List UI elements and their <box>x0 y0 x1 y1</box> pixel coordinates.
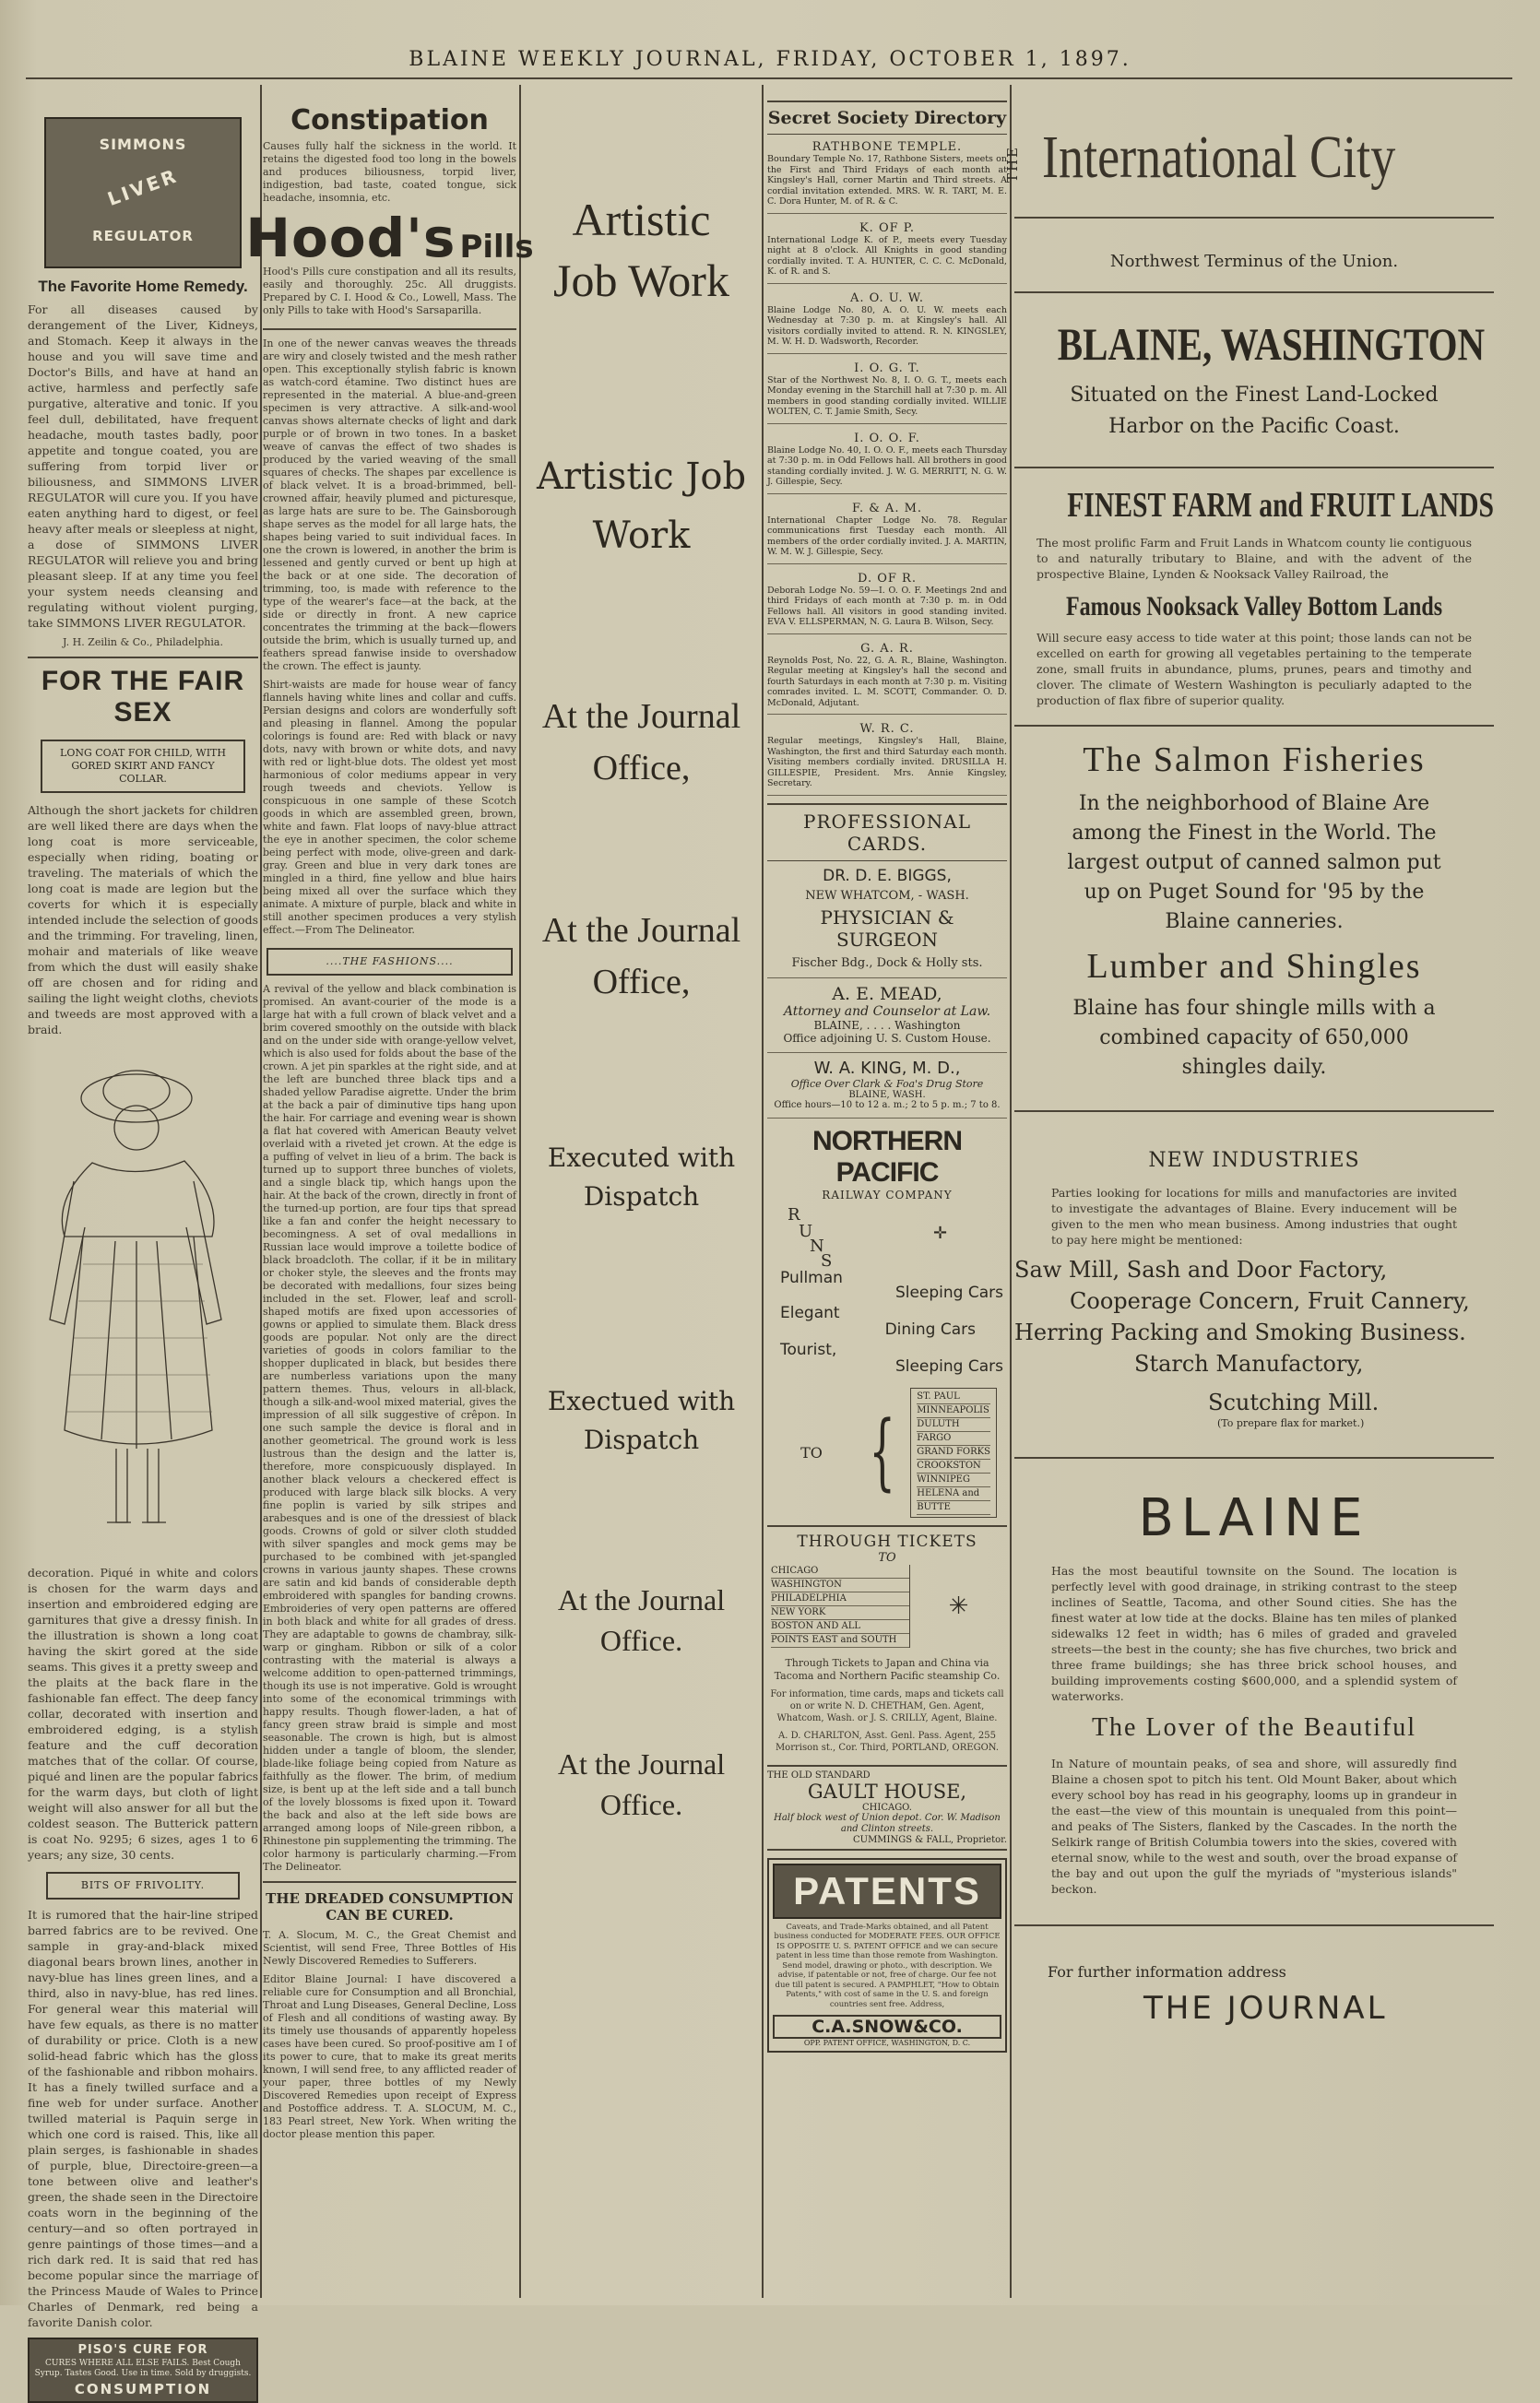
np-brace: { <box>869 1403 895 1500</box>
simmons-logo <box>44 117 242 268</box>
ticket-destination: PHILADELPHIA <box>771 1592 909 1606</box>
lover-title: The Lover of the Beautiful <box>1091 1713 1417 1742</box>
column-3 <box>524 88 759 2296</box>
king-name: W. A. KING, M. D., <box>813 1058 961 1078</box>
further: For further information address <box>1048 1963 1286 1981</box>
section-rule <box>1014 467 1494 468</box>
section-rule <box>1014 291 1494 293</box>
remedy-title: The Favorite Home Remedy. <box>38 278 248 295</box>
industries-body: Parties looking for locations for mills and manufactories are invited to investigate the advantages of Blaine. Every inducement will be given to the men who mean business. Among industries that ought to pay here might be mentioned: <box>1051 1186 1457 1247</box>
np-pullman: Pullman <box>780 1268 843 1287</box>
vertical-the: THE <box>1004 145 1022 183</box>
star-ornament-icon: ✳ <box>948 1592 969 1620</box>
hoods-brand-row <box>245 207 534 269</box>
king-location: BLAINE, WASH. <box>848 1089 926 1100</box>
np-cars <box>767 1266 1007 1382</box>
gault-house-ad <box>767 1767 1007 1851</box>
piso-mid: CURES WHERE ALL ELSE FAILS. Best Cough Syrup. Tastes Good. Use in time. Sold by druggists. <box>34 2359 252 2378</box>
situated: Situated on the Finest Land-Locked Harbor on the Pacific Coast. <box>1070 384 1439 438</box>
section-rule <box>1014 725 1494 727</box>
intl-title: International City <box>1042 124 1396 191</box>
lodge-text: International Lodge K. of P., meets every Tuesday night at 8 o'clock. All Knights in good standing cordially invited. T. A. HUNTER, C. C. C. McDonald, K. of R. and S. <box>767 234 1007 277</box>
np-n: N <box>810 1236 824 1256</box>
column-5 <box>1004 88 1495 2296</box>
biggs-location: NEW WHATCOM, - WASH. <box>805 888 969 903</box>
lodge-name: D. OF R. <box>858 571 917 586</box>
industries-title: NEW INDUSTRIES <box>1148 1149 1360 1172</box>
job-ad-6: Exectued with Dispatch <box>547 1386 736 1455</box>
hoods-brand: Hood's <box>245 207 456 269</box>
salmon-body: In the neighborhood of Blaine Are among the Finest in the World. The largest output of canned salmon put up on Puget Sound for '95 by the Blaine canneries. <box>1067 792 1441 933</box>
journal: THE JOURNAL <box>1143 1990 1388 2027</box>
np-s: S <box>821 1250 833 1271</box>
masthead-rule <box>26 77 1512 79</box>
column-rule <box>1010 85 1012 2298</box>
np-title: NORTHERN PACIFIC <box>812 1125 962 1188</box>
lodge-text: Star of the Northwest No. 8, I. O. G. T., meets each Monday evening in the Starchill hall at 7:30 p. m. All members in good standing cordially invited. WILLIE WOLTEN, C. T. Jamie Smith, Secy. <box>767 374 1007 417</box>
np-runs <box>767 1202 1007 1271</box>
lodge-entry <box>767 722 1007 796</box>
child-coat-illustration <box>28 1043 258 1559</box>
tickets-japan: Through Tickets to Japan and China via Tacoma and Northern Pacific steamship Co. <box>774 1656 1001 1682</box>
job-ad-4: At the Journal Office, <box>541 911 741 1001</box>
blaine-big: BLAINE <box>1138 1488 1370 1548</box>
lodge-text: Reynolds Post, No. 22, G. A. R., Blaine, Washington. Regular meeting at Kingsley's hall the second and fourth Saturdays in each month at 7:30 p. m. Visiting comrades invited. L. M. SCOTT, Commander. O. D. McDonald, Adjutant. <box>767 655 1007 708</box>
lodge-name: K. OF P. <box>859 220 916 235</box>
lodge-name: RATHBONE TEMPLE. <box>811 140 963 154</box>
charlton: A. D. CHARLTON, Asst. Genl. Pass. Agent, 255 Morrison st., Cor. Third, PORTLAND, OREGON. <box>775 1730 1000 1753</box>
np-to: TO <box>800 1443 823 1462</box>
terminus: Northwest Terminus of the Union. <box>1109 252 1399 271</box>
lodge-entry <box>767 432 1007 494</box>
gault-label: THE OLD STANDARD <box>767 1770 871 1781</box>
np-destination: BUTTE <box>917 1501 990 1515</box>
biggs-address: Fischer Bdg., Dock & Holly sts. <box>791 955 983 970</box>
patents-ad <box>767 1858 1007 2054</box>
farm-body: The most prolific Farm and Fruit Lands in Whatcom county lie contiguous to and naturally tributary to Blaine, and with the advent of the prospective Blaine, Lynden & Nooksack Valley Railroad, the <box>1037 536 1472 581</box>
tickets-row <box>767 1565 1007 1648</box>
section-rule <box>263 1881 516 1883</box>
column-rule <box>519 85 521 2298</box>
biggs-card <box>767 861 1007 978</box>
np-sleeping-1: Sleeping Cars <box>894 1283 1003 1302</box>
fashion-body-1: In one of the newer canvas weaves the threads are wiry and closely twisted and the mesh rather open. This exceptionally stylish fabric is known as watch-cord étamine. Two distinct hues are represented in the material. A blue-and-green specimen is very attractive. A silk-and-wool canvas shows alternate checks of light and dark purple or of brown in two tones. In a basket weave of canvas the effect of two shades is produced by the varied weaving of the small squares of checks. The shapes par excellence is of black velvet. It is a broad-brimmed, bell-crowned affair, heavily plumed and picturesque, as large hats are sure to be. The Gainsborough shape serves as the model for all large hats, the shapes being varied to suit individual faces. In one the crown is lowered, in another the brim is lessened and gently curved or bent up high at the back or at one side. The decoration of trimming, too, is made with reference to the type of the wearer's face—at the back, at the side or directly in front. A new caprice concentrates the trimming at the back—flowers outside the brim, which is usually turned up, and feathers spread fanwise inside to overshadow the crown. The effect is jaunty. <box>263 337 516 672</box>
lover-body: In Nature of mountain peaks, of sea and shore, will assuredly find Blaine a chosen spot to pitch his tent. Old Mount Baker, about which every school boy has read in his geography, looms up in grandeur in the east—the view of this mountain is unequaled from this point—and peaks of The Sisters, flanked by the Cascades. In the north the Selkirk range of British Columbia towers into the skies, covered with eternal snow, while to the west and south, over the broad expanse of the bay and out upon the gulf the myriads of "mysterious islands" beckon. <box>1051 1757 1457 1896</box>
professional-title: PROFESSIONAL CARDS. <box>767 803 1007 861</box>
king-office: Office Over Clark & Foa's Drug Store <box>790 1077 984 1090</box>
np-destination: GRAND FORKS <box>917 1446 990 1460</box>
lodge-text: Boundary Temple No. 17, Rathbone Sisters, meets on the First and Third Fridays of each month at Kingsley's Hall, corner Martin and Third streets. A cordial invitation extended. MRS. W. R. TART, M. E. C. Dora Hunter, M. of R. & C. <box>767 154 1007 207</box>
king-hours: Office hours—10 to 12 a. m.; 2 to 5 p. m.; 7 to 8. <box>774 1099 1001 1110</box>
job-ad-1: Artistic Job Work <box>553 194 729 306</box>
np-sleeping-2: Sleeping Cars <box>894 1356 1003 1376</box>
np-r: R <box>788 1204 800 1225</box>
np-destination: ST. PAUL <box>917 1391 990 1404</box>
column-rule <box>260 85 262 2298</box>
decoration-body: decoration. Piqué in white and colors is chosen for the warm days and insertion and embroidered edging are garnitures that give a dressy finish. In the illustration is shown a long coat having the skirt gored at the side seams. This gives it a pretty sweep and the plaits at the back flare in the fashionable fan effect. The deep fancy collar, decorated with insertion and embroidered edging, is a stylish feature and the cuff decoration matches that of the collar. Of course, piqué and linen are the popular fabrics for the warm days, but cloth of light weight will also answer for all but the coldest season. The Butterick pattern is coat No. 9295; 6 sizes, ages 1 to 6 years; any size, 30 cents. <box>28 1566 258 1862</box>
np-destination: WINNIPEG <box>917 1474 990 1487</box>
piso-ad <box>28 2338 258 2403</box>
column-rule <box>762 85 764 2298</box>
job-ad-3: At the Journal Office, <box>541 697 741 787</box>
coat-caption: LONG COAT FOR CHILD, WITH GORED SKIRT AND FANCY COLLAR. <box>41 740 245 793</box>
mead-location: BLAINE, . . . . Washington <box>813 1018 961 1032</box>
lodge-entry <box>767 291 1007 354</box>
patents-title: PATENTS <box>773 1864 1001 1919</box>
ind-line-3: Herring Packing and Smoking Business. <box>1014 1320 1466 1345</box>
farm-title: FINEST FARM and FRUIT LANDS <box>1067 486 1495 525</box>
fashions-body: A revival of the yellow and black combination is promised. An avant-courier of the mode is a large hat with a full crown of black velvet and a brim covered smoothly on the outside with black and on the under side with orange-yellow velvet, which is also used for folds about the base of the crown. A jet pin sparkles at the right side, and at the left are bunched three black tips and a shaded yellow Paradise aigrette. Under the brim at the back a pair of diminutive tips hang upon the hair. For carriage and evening wear is shown a flat hat covered with American Beauty velvet overlaid with a riveted jet crown. At the edge is a puffing of velvet in lieu of a brim. The back is turned up to support three bunches of violets, and a single black tip, which hangs upon the hair. At the back of the crown, directly in front of the turned-up portion, are four tips that spread like a fan and confer the height necessary to becomingness. A set of oval medallions in Russian lace would improve a toilette bodice of black broadcloth. The collar, if it be in military or choker style, the sleeves and the fronts may be decorated with medallions, four sizes being included in the set. Flower, leaf and scroll-shaped motifs are fixed upon accessories of gowns or applied to simulate them. Black dress goods are popular. Not only are the direct varieties of goods in colors familiar to the shopper duplicated in black, but besides there are numberless variations upon the many pattern themes. Thus, velours in all-black, though a silk-and-wool mixed material, gives the impression of all silk suggestive of crêpon. In one such sample the device is floral and in another geometrical. The ground work is less lustrous than the design and the latter is, therefore, more conspicuously displayed. In another black velours a checkered effect is produced with large black silk blocks. A very fine poplin is varied by silk stripes and arabesques and is one of the dressiest of black goods. Crowns of gold or silver cloth studded with silver spangles and mock gems may be purchased to be combined with jet-spangled crowns in various jaunty shapes. These crowns are satin and kid bands of considerable depth embroidered with spangles for banding crowns. Embroideries of very open patterns are offered in both black and white for all grades of dress. They are adaptable to gowns de chambray, silk-warp or gingham. Ribbon or silk of a color contrasting with the material is always a welcome addition to open-patterned trimmings, though its use is not imperative. Gold is wrought into some of the economical trimmings with happy results. Though flower-laden, a hat of fancy green straw braid is simple and most seasonable. The crown is high, but is almost hidden under a tangle of bloom, the slender, blade-like foliage being copied from Nature as faithfully as the flower. The brim, of medium size, is bent up at the left side and a tall bunch of the lovely blossoms is fixed upon it. Toward the back and also at the left side bows are arranged among loops of Nile-green ribbon, a Rhinestone pin supplementing the trimming. The color harmony is particularly charming.—From The Delineator. <box>263 983 516 1873</box>
lodge-text: Deborah Lodge No. 59—I. O. O. F. Meetings 2nd and third Fridays of each month at 7:30 p. m. in Odd Fellows hall. All visitors in good standing invited. EVA V. ELLSPERMAN, N. G. Laura B. Wilson, Secy. <box>767 585 1007 627</box>
directory-title: Secret Society Directory <box>767 101 1007 135</box>
lodge-name: W. R. C. <box>859 722 915 736</box>
ticket-destination: CHICAGO <box>771 1565 909 1579</box>
lodge-entry <box>767 361 1007 424</box>
lodge-name: A. O. U. W. <box>849 290 925 305</box>
np-destinations <box>910 1388 997 1518</box>
section-rule <box>1014 1110 1494 1112</box>
frivolity-title: BITS OF FRIVOLITY. <box>46 1872 240 1900</box>
consumption-body: Editor Blaine Journal: I have discovered a reliable cure for Consumption and all Bronchial, Throat and Lung Diseases, General Decline, Loss of Flesh and all conditions of wasting away. By its timely use thousands of apparently hopeless cases have been cured. So proof-positive am I of its power to cure, that to make its great merits known, I will send free, to any afflicted reader of your paper, three bottles of my Newly Discovered Remedies upon receipt of Express and Postoffice address. T. A. SLOCUM, M. C., 183 Pearl street, New York. When writing the doctor please mention this paper. <box>263 1973 516 2140</box>
mead-title: Attorney and Counselor at Law. <box>783 1003 991 1019</box>
mead-office: Office adjoining U. S. Custom House. <box>783 1031 991 1045</box>
gault-owner: CUMMINGS & FALL, Proprietor. <box>852 1834 1007 1845</box>
piso-bottom: CONSUMPTION <box>74 2381 212 2397</box>
intl-header <box>1004 115 1494 219</box>
ind-line-2: Cooperage Concern, Fruit Cannery, <box>1070 1288 1470 1314</box>
fashion-body-2: Shirt-waists are made for house wear of fancy flannels having white lines and collar and cuffs. Persian designs and colors are wonderfully soft and pleasing in flannel. Among the popular colorings is found are: Red with black or navy dots, navy with brown or white dots, and navy with red or light-blue dots. The oldest yet most harmonious of color mediums appear in very rough tweeds and cheviots. Yellow is conspicuous in one sample of these Scotch goods in which are assembled green, brown, white and fawn. Flat loops of navy-blue attract the eye in another specimen, the color scheme being perfect with mode, olive-green and dark-gray. Green and blue in very dark tones are mingled in a third, fine yellow and blue hairs being mixed all over the surface which they animate. A mixture of purple, black and white in still another specimen produces a very stylish effect.—From The Delineator. <box>263 679 516 936</box>
np-destinations-block <box>767 1388 1007 1518</box>
lodge-name: I. O. O. F. <box>854 431 920 445</box>
northern-pacific-ad <box>767 1119 1007 1527</box>
hoods-body: Hood's Pills cure constipation and all its results, easily and thoroughly. 25c. All druggists. Prepared by C. I. Hood & Co., Lowell, Mass. The only Pills to take with Hood's Sarsaparilla. <box>263 266 516 316</box>
lodge-text: International Chapter Lodge No. 78. Regular communications first Tuesday each month. All members of the order cordially invited. J. A. MARTIN, W. M. W. J. Gillespie, Secy. <box>767 515 1007 557</box>
biggs-name: DR. D. E. BIGGS, <box>823 866 952 885</box>
lumber-title: Lumber and Shingles <box>1086 947 1422 986</box>
remedy-body: For all diseases caused by derangement of the Liver, Kidneys, and Stomach. Keep it always in the house and you will save time and Doctor's Bills, and have at hand an active, harmless and perfectly safe purgative, alterative and tonic. If you feel dull, debilitated, have frequent headache, mouth tastes badly, poor appetite and tongue coated, you are suffering from torpid liver or biliousness, and SIMMONS LIVER REGULATOR will cure you. If you have eaten anything hard to digest, or feel heavy after meals or sleepless at night, a dose of SIMMONS LIVER REGULATOR will relieve you and bring pleasant sleep. If at any time you feel your system needs cleansing and regulating without violent purging, take SIMMONS LIVER REGULATOR. <box>28 302 258 630</box>
ticket-destination: NEW YORK <box>771 1606 909 1620</box>
hoods-pills: Pills <box>459 229 534 266</box>
np-tourist: Tourist, <box>780 1340 837 1359</box>
job-ad-7: At the Journal Office. <box>557 1583 726 1657</box>
simmons-logo-mid: LIVER <box>104 164 182 210</box>
patents-body: Caveats, and Trade-Marks obtained, and all Patent business conducted for MODERATE FEES. OUR OFFICE IS OPPOSITE U. S. PATENT OFFICE and we can secure patent in less time than those remote from Washington. Send model, drawing or photo., with description. We advise, if patentable or not, free of charge. Our fee not due till patent is secured. A PAMPHLET, "How to Obtain Patents," with cost of same in the U. S. and foreign countries sent free. Address, <box>774 1922 1001 2009</box>
remedy-signature: J. H. Zeilin & Co., Philadelphia. <box>63 636 223 648</box>
consumption-lead: T. A. Slocum, M. C., the Great Chemist and Scientist, will send Free, Three Bottles of His Newly Discovered Remedies to Sufferers. <box>263 1929 516 1967</box>
mead-name: A. E. MEAD, <box>832 983 942 1004</box>
np-destination: CROOKSTON <box>917 1460 990 1474</box>
ind-line-1: Saw Mill, Sash and Door Factory, <box>1014 1257 1388 1283</box>
tickets-info: For information, time cards, maps and tickets call on or write N. D. CHETHAM, Gen. Agent, Whatcom, Wash. or J. S. CRILLY, Agent, Blaine. <box>770 1688 1004 1723</box>
child-coat-drawing <box>28 1043 258 1559</box>
fair-sex-body: Although the short jackets for children are well liked there are days when the long coat is more serviceable, especially when riding, boating or traveling. The materials of which the long coat is made are legion but the coverts for which it is especially intended include the selection of goods and the trimming. For traveling, linen, mohair and materials of like weave from which the dust will easily shake off are chosen and for riding and sailing the light weight cloths, cheviots and tweeds are most approved with a braid. <box>28 803 258 1036</box>
ind-line-5: Scutching Mill. <box>1208 1390 1380 1415</box>
np-destination: MINNEAPOLIS <box>917 1404 990 1418</box>
column-2 <box>245 88 534 2296</box>
lodge-entry <box>767 572 1007 634</box>
fashions-title: ....THE FASHIONS.... <box>267 948 513 976</box>
consumption-title: THE DREADED CONSUMPTION CAN BE CURED. <box>266 1890 514 1924</box>
job-ad-5: Executed with Dispatch <box>547 1142 736 1212</box>
ticket-destination: POINTS EAST and SOUTH <box>771 1634 909 1648</box>
nooksack-body: Will secure easy access to tide water at this point; those lands can not be excelled on earth for growing all vegetables pertaining to the temperate zone, small fruits in abundance, plums, prunes, pears and timothy and clover. The climate of Western Washington is peculiarly adapted to the production of flax fibre of superior quality. <box>1037 631 1472 707</box>
hoods-title: Constipation <box>290 104 489 136</box>
gault-city: CHICAGO. <box>862 1802 912 1813</box>
lodge-name: F. & A. M. <box>851 501 923 515</box>
lodge-text: Blaine Lodge No. 40, I. O. O. F., meets each Thursday at 7:30 p. m. in Odd Fellows hall. All brothers in good standing cordially invited. J. W. G. MERRITT, N. G. W. J. Gillespie, Secy. <box>767 444 1007 487</box>
tickets-title: THROUGH TICKETS <box>797 1532 977 1551</box>
masthead: BLAINE WEEKLY JOURNAL, FRIDAY, OCTOBER 1, 1897. <box>409 48 1131 71</box>
piso-top: PISO'S CURE FOR <box>77 2343 208 2357</box>
patents-name: C.A.SNOW&CO. <box>773 2015 1001 2039</box>
section-rule <box>1014 1457 1494 1459</box>
fair-sex-title: FOR THE FAIR SEX <box>41 666 245 728</box>
gault-text: Half block west of Union depot. Cor. W. Madison and Clinton streets. <box>774 1812 1001 1834</box>
np-destination: DULUTH <box>917 1418 990 1432</box>
np-elegant: Elegant <box>780 1303 840 1322</box>
tickets-to: TO <box>878 1550 896 1565</box>
lodge-list <box>767 140 1007 796</box>
tickets-ad <box>767 1527 1007 1767</box>
lumber-body: Blaine has four shingle mills with a combined capacity of 650,000 shingles daily. <box>1072 997 1436 1079</box>
ticket-destination: WASHINGTON <box>771 1579 909 1592</box>
biggs-title: PHYSICIAN & SURGEON <box>820 906 954 951</box>
np-company: RAILWAY COMPANY <box>822 1188 953 1202</box>
gault-name: GAULT HOUSE, <box>807 1780 967 1803</box>
np-destination: FARGO <box>917 1432 990 1446</box>
compass-star-icon: ✛ <box>933 1223 948 1243</box>
frivolity-body: It is rumored that the hair-line striped barred fabrics are to be revived. One sample in gray-and-black mixed diagonal bears brown lines, another in navy-blue has lines green lines, and a third, also in navy-blue, has red lines. For general wear this material will have few equals, as there is no matter of durability or price. Cloth is a new solid-head fabric which has the gloss of the fashionable and ribbon mohairs. It has a finely twilled surface and a fine web for under surface. Another twilled material is Paquin serge in which one cord is raised. This, like all plain serges, is fashionable in shades of purple, blue, Directoire-green—a tone between olive and leather's green, the shade seen in the Directoire coats worn in the beginning of the century—and so often portrayed in genre paintings of those times—and a rich dark red. It is said that red has become popular since the marriage of the Princess Maude of Wales to Prince Charles of Denmark, red being a favorite Danish color. <box>28 1908 258 2329</box>
lodge-name: I. O. G. T. <box>854 361 920 375</box>
lodge-entry <box>767 642 1007 716</box>
patents-addr: OPP. PATENT OFFICE, WASHINGTON, D. C. <box>803 2039 971 2047</box>
ticket-destination: BOSTON AND ALL <box>771 1620 909 1634</box>
lodge-entry <box>767 221 1007 284</box>
lodge-name: G. A. R. <box>860 641 914 656</box>
ticket-destinations <box>767 1565 910 1648</box>
nooksack-title: Famous Nooksack Valley Bottom Lands <box>1065 591 1443 621</box>
np-destination: HELENA and <box>917 1487 990 1501</box>
job-ad-2: Artistic Job Work <box>536 456 747 557</box>
column-1 <box>28 88 258 2397</box>
simmons-logo-bottom: REGULATOR <box>92 228 194 244</box>
king-card <box>767 1053 1007 1119</box>
np-u: U <box>799 1221 813 1241</box>
blaine-body: Has the most beautiful townsite on the Sound. The location is perfectly level with good drainage, in striking contrast to the steep inclines of Seattle, Tacoma, and other Sound cities. She has the finest water at low tide at the docks. Blaine has ten miles of planked sidewalks 12 feet in width; has 6 miles of graded and graveled streets—the best in the county; she has five churches, two brick and three frame buildings; she has three brick school houses, and building improvements costing $600,000, and a splendid system of waterworks. <box>1051 1564 1457 1703</box>
lodge-entry <box>767 502 1007 564</box>
ind-note: (To prepare flax for market.) <box>1217 1417 1365 1429</box>
lodge-entry <box>767 140 1007 214</box>
hoods-ad <box>245 104 534 330</box>
ind-line-4: Starch Manufactory, <box>1134 1351 1364 1377</box>
mead-card <box>767 978 1007 1053</box>
lodge-text: Blaine Lodge No. 80, A. O. U. W. meets each Wednesday at 7:30 p. m. at Kingsley's hall. All visitors cordially invited to attend. R. N. KINGSLEY, M. W. H. D. Wadsworth, Recorder. <box>767 304 1007 347</box>
job-ad-8: At the Journal Office. <box>557 1747 726 1821</box>
simmons-logo-top: SIMMONS <box>99 136 187 153</box>
column-4 <box>767 88 1007 2296</box>
section-rule <box>28 657 258 658</box>
blaine-title: BLAINE, WASHINGTON <box>1057 318 1486 370</box>
salmon-title: The Salmon Fisheries <box>1083 740 1426 779</box>
section-rule <box>1014 1924 1494 1926</box>
hoods-intro: Causes fully half the sickness in the world. It retains the digested food too long in the bowels and produces biliousness, torpid liver, indigestion, bad taste, coated tongue, sick headache, insomnia, etc. <box>263 140 516 204</box>
np-dining: Dining Cars <box>884 1320 976 1339</box>
lodge-text: Regular meetings, Kingsley's Hall, Blaine, Washington, the first and third Saturday each month. Visiting members cordially invited. DRUSILLA H. GILLESPIE, President. Mrs. Annie Kingsley, Secretary. <box>767 736 1007 788</box>
